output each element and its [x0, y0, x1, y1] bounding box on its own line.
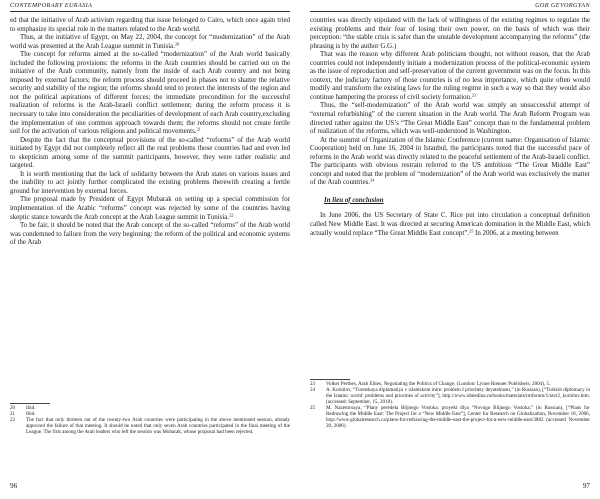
paragraph: The concept for reforms aimed at the so-called “modernization” of the Arab world basically included the following provisions: the reforms in the Arab countries should be carried out on the initiative of the Arab community, namely from the inside of each Arab country and not being imposed by external factors; the reform process should proceed in phases not to shatter the relative security and stability of the region; the reforms should tend to protect the interests of the region and not the political aspirations of different forces; the immediate precondition for the successful realization of reforms is the Arab-Israeli conflict settlement; during the reform process it is necessary to take into consideration the peculiarities of development of each Arab country,excluding the implementation of one common approach towards them; the reforms should not create fertile soil for the activation of various religious and political movements.$^{21}$	[10, 50, 290, 136]
paragraph: At the summit of Organization of the Islamic Conference (current name: Organisation of Islamic Cooperation) held on June 16, 2004 in Istanbul, the participants noted that the successful pace of reforms in the Arab world was directly related to the peaceful settlement of the Arab-Israeli conflict. The participants with obvious restrain referred to the US ambitious “The Great Middle East” concept and noted that the problem of “modernization” of the Arab world was exclusively the matter of the Arab countries.$^{24}$	[310, 135, 590, 187]
running-head-author: GOR GEVORGYAN	[535, 2, 590, 9]
paragraph: countries was directly stipulated with the lack of willingness of the existing regimes to regulate the existing problems and their fear of losing their own power, on the basis of which was their perception: “the stable crisis is safer than the unstable development accompanying the reforms” (the phrasing is by the author G.G.)	[310, 16, 590, 50]
left-page-footnotes	[10, 405, 290, 435]
footnote: 23 Volker Perthes, Arab Elites, Negotiating the Politics of Change, (London: Lynne Rienner Publishers, 2004), 5.	[310, 381, 551, 387]
page-number-right: 97	[582, 482, 590, 490]
section-heading: In lieu of conclusion	[324, 195, 384, 204]
paragraph: It is worth mentioning that the lack of solidarity between the Arab states on various issues and the inability to act jointly further complicated the existing problems therewith creating a fertile ground for intervention by external forces.	[10, 169, 290, 195]
footnote: 25 M. Nazemroaya, “Plany peredela Blijnego Vostoka: proyekt dlya “Novogo Blijnego Vostoka,” (in Russian), [“Plans for Redrawing the Middle East: The Project for a “New Middle East”], Center for Research on Globalization, November 18, 2006, http://www.globalresearch.ca/plans-for-redrawing-the-middle-east-the-project-for-a-new-middle-east/3882 (accessed November 20, 2006).	[310, 405, 590, 430]
right-page-footnotes	[310, 381, 590, 429]
footnote-ref[interactable]: 24	[370, 177, 375, 183]
footnote-ref[interactable]: 21	[196, 126, 201, 132]
footnote: 20 Ibid.	[10, 405, 36, 411]
running-head-journal-title: CONTEMPORARY EURASIA	[10, 2, 93, 9]
page-number-left: 96	[10, 482, 18, 490]
footnote-rule-right	[310, 379, 350, 380]
paragraph: That was the reason why different Arab politicians thought, not without reason, that the Arab countries could not independently initiate a modernization process of the political-economic system as the issue of reproduction and self-preservation of the current government was on the focus. In this context, the judiciary factory of those countries is of no less importance, which quite often would modify and transform the existing laws for the ruling regime in such a way so that they would also continue hampering the process of civil society formation.$^{23}$	[310, 50, 590, 101]
paragraph: The proposal made by President of Egypt Mubarak on setting up a special commission for implementation of the Arabic “reforms” concept was rejected by some of the countries having skeptic stance towards the Arab concept at the Arab League summit in Tunisia.$^{22}$	[10, 195, 290, 221]
paragraph: To be fair, it should be noted that the Arab concept of the so-called “reforms” of the Arab world was condemned to failure from the very beginning: the reform of the political and economic systems of the Arab	[10, 221, 290, 247]
footnote-ref[interactable]: 25	[469, 227, 474, 233]
paragraph: Thus, at the initiative of Egypt, on May 22, 2004, the concept for “modernization” of the Arab world was presented at the Arab League summit in Tunisia.$^{20}$	[10, 33, 290, 50]
footnote: 24 A. Kornilov, “Turetskaya diplomatiya v islamskom mire: problem I prioritety deyatelnosti,” (in Russian), [“Turkish diplomacy in the Islamic world: problems and priorities of activity”], http://www.idmedina.ru/books/materials/rmforum/1/sect2_kornilov.htm. (accessed: September, 15, 2018).	[310, 387, 590, 406]
paragraph: ed that the initiative of Arab activism regarding that issue belonged to Cairo, which once again tried to emphasize its special role in the matters related to the Arab world.	[10, 16, 290, 33]
right-page-body	[310, 16, 590, 237]
footnote: 22 The fact that only thirteen out of the twenty-two Arab countries were participating in the above mentioned session, already approved the failure of that meeting. It should be noted that only seven Arab countries participated in the final meeting of the League. The first among the Arab leaders who left the session was Mubarak, whose proposal had been rejected.	[10, 417, 290, 436]
footnote-ref[interactable]: 20	[174, 41, 180, 47]
paragraph: Thus, the “self-modernization” of the Arab world was simply an unsuccessful attempt of “external refurbishing” of the current situation in the Arab world. The Arab Reform Program was directed rather against the US’s “The Great Middle East” concept than to the fundamental problem of realization of the reforms, which was well-understood in Washington.	[310, 101, 590, 136]
left-page-body	[10, 16, 290, 247]
header-rule-right	[310, 11, 590, 12]
paragraph: In June 2006, the US Secretary of State C. Rice put into circulation a conceptual definition called New Middle East. It was directed at securing American domination in the Middle East, which actually would replace “The Great Middle East concept”.$^{25}$ In 2006, at a meeting between	[310, 211, 590, 237]
footnote: 21 Ibid.	[10, 411, 36, 418]
footnote-ref[interactable]: 22	[229, 211, 234, 217]
paragraph: Despite the fact that the conceptual provisions of the so-called “reforms” of the Arab world initiated by Egypt did not completely reflect all the real problems those countries had and even led to skepticism among some of the summit participants, however, they were rather realistic and targeted.	[10, 135, 290, 170]
header-rule-left	[10, 11, 290, 12]
footnote-ref[interactable]: 23	[471, 92, 477, 98]
footnote-rule-left	[10, 403, 50, 404]
